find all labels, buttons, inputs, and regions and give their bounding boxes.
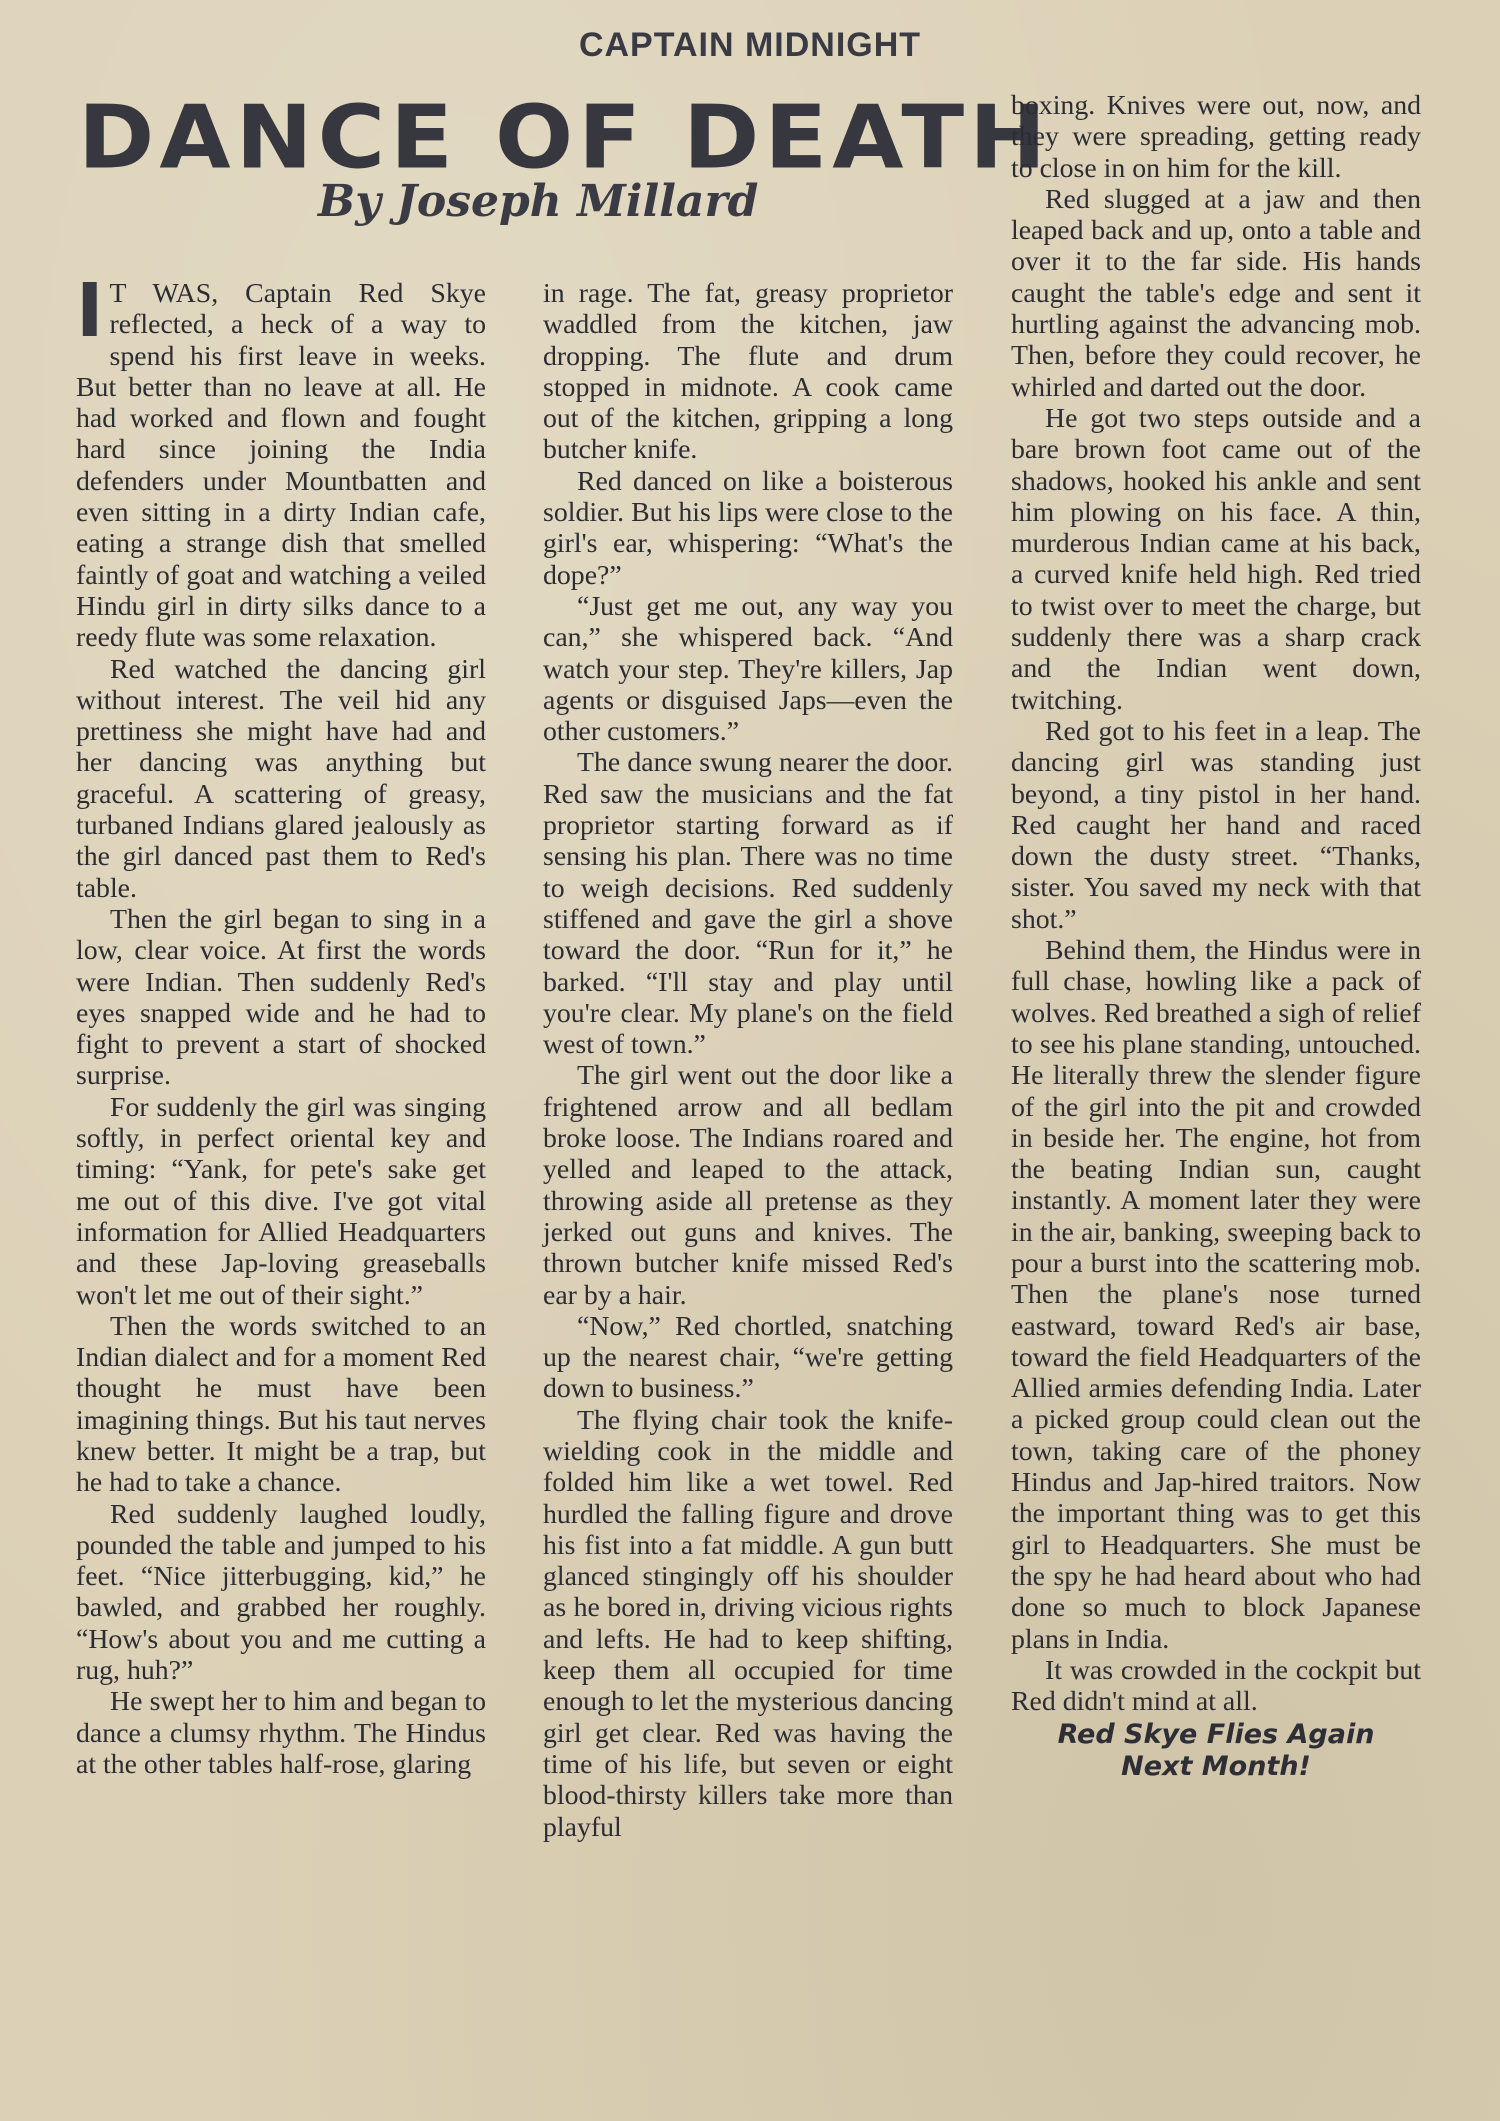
paragraph: The girl went out the door like a frightened arrow and all bedlam broke loose. The Indians roared and yelled and leaped to the attack, throwing aside all pretense as they jerked out guns and knives. The thrown butcher knife missed Red's ear by a hair.: [543, 1060, 953, 1311]
paragraph: boxing. Knives were out, now, and they were spreading, getting ready to close in on him for the kill.: [1011, 90, 1421, 184]
paragraph: Red slugged at a jaw and then leaped back and up, onto a table and over it to the far side. His hands caught the table's edge and sent it hurtling against the advancing mob. Then, before they could recover, he whirled and darted out the door.: [1011, 183, 1421, 403]
paragraph: “Just get me out, any way you can,” she whispered back. “And watch your step. They're killers, Jap agents or disguised Japs—even the other customers.”: [543, 590, 953, 748]
paragraph: in rage. The fat, greasy proprietor waddled from the kitchen, jaw dropping. The flute and drum stopped in midnote. A cook came out of the kitchen, gripping a long butcher knife.: [543, 278, 953, 466]
paragraph: Red danced on like a boisterous soldier. But his lips were close to the girl's ear, whispering: “What's the dope?”: [543, 465, 953, 591]
magazine-header: CAPTAIN MIDNIGHT: [578, 26, 922, 64]
teaser-line: Red Skye Flies Again: [1057, 1719, 1375, 1751]
paragraph: “Now,” Red chortled, snatching up the nearest chair, “we're getting down to business.”: [543, 1310, 953, 1405]
paragraph: It was crowded in the cockpit but Red didn't mind at all.: [1011, 1654, 1421, 1718]
next-month-teaser: [1011, 1719, 1421, 1783]
story-byline: By Joseph Millard: [318, 176, 759, 227]
paragraph: He swept her to him and began to dance a clumsy rhythm. The Hindus at the other tables half-rose, glaring: [76, 1686, 486, 1780]
paragraph: The flying chair took the knife-wielding cook in the middle and folded him like a wet towel. Red hurdled the falling figure and drove his fist into a fat middle. A gun butt glanced stingingly off his shoulder as he bored in, driving vicious rights and lefts. He had to keep shifting, keep them all occupied for time enough to let the mysterious dancing girl get clear. Red was having the time of his life, but seven or eight blood-thirsty killers take more than playful: [543, 1404, 953, 1843]
paragraph: The dance swung nearer the door. Red saw the musicians and the fat proprietor starting forward as if sensing his plan. There was no time to weigh decisions. Red suddenly stiffened and gave the girl a shove toward the door. “Run for it,” he barked. “I'll stay and play until you're clear. My plane's on the field west of town.”: [543, 747, 953, 1061]
paragraph: For suddenly the girl was singing softly, in perfect oriental key and timing: “Yank, for pete's sake get me out of this dive. I've got vital information for Allied Headquarters and these Jap-loving greaseballs won't let me out of their sight.”: [76, 1091, 486, 1311]
teaser-line: Next Month!: [1121, 1751, 1311, 1783]
paragraph: Behind them, the Hindus were in full chase, howling like a pack of wolves. Red breathed a sigh of relief to see his plane standing, untouched. He literally threw the slender figure of the girl into the pit and crowded in beside her. The engine, hot from the beating Indian sun, caught instantly. A moment later they were in the air, banking, sweeping back to pour a burst into the scattering mob. Then the plane's nose turned eastward, toward Red's air base, toward the field Headquarters of the Allied armies defending India. Later a picked group could clean out the town, taking care of the phoney Hindus and Jap-hired traitors. Now the important thing was to get this girl to Headquarters. She must be the spy he had heard about who had done so much to block Japanese plans in India.: [1011, 935, 1421, 1655]
paragraph: He got two steps outside and a bare brown foot came out of the shadows, hooked his ankle and sent him plowing on his face. A thin, murderous Indian came at his back, a curved knife held high. Red tried to twist over to meet the charge, but suddenly there was a sharp crack and the Indian went down, twitching.: [1011, 402, 1421, 716]
text-column-3: [1011, 90, 1421, 1783]
paragraph: [76, 268, 486, 654]
paragraph: Red got to his feet in a leap. The dancing girl was standing just beyond, a tiny pistol in her hand. Red caught her hand and raced down the dusty street. “Thanks, sister. You saved my neck with that shot.”: [1011, 715, 1421, 935]
text-column-2: [543, 278, 953, 1843]
story-title: DANCE OF DEATH: [78, 86, 1052, 189]
paragraph: Then the words switched to an Indian dialect and for a moment Red thought he must have been imagining things. But his taut nerves knew better. It might be a trap, but he had to take a chance.: [76, 1310, 486, 1499]
text-column-1: [76, 268, 486, 1780]
paragraph-text: T WAS, Captain Red Skye reflected, a heck of a way to spend his first leave in weeks. But better than no leave at all. He had worked and flown and fought hard since joining the India defenders under Mountbatten and even sitting in a dirty Indian cafe, eating a strange dish that smelled faintly of goat and watching a veiled Hindu girl in dirty silks dance to a reedy flute was some relaxation.: [76, 278, 486, 654]
paragraph: Then the girl began to sing in a low, clear voice. At first the words were Indian. Then suddenly Red's eyes snapped wide and he had to fight to prevent a start of shocked surprise.: [76, 903, 486, 1092]
paragraph: Red suddenly laughed loudly, pounded the table and jumped to his feet. “Nice jitterbugging, kid,” he bawled, and grabbed her roughly. “How's about you and me cutting a rug, huh?”: [76, 1498, 486, 1687]
paragraph: Red watched the dancing girl without interest. The veil hid any prettiness she might have had and her dancing was anything but graceful. A scattering of greasy, turbaned Indians glared jealously as the girl danced past them to Red's table.: [76, 653, 486, 904]
drop-cap: I: [76, 268, 104, 354]
